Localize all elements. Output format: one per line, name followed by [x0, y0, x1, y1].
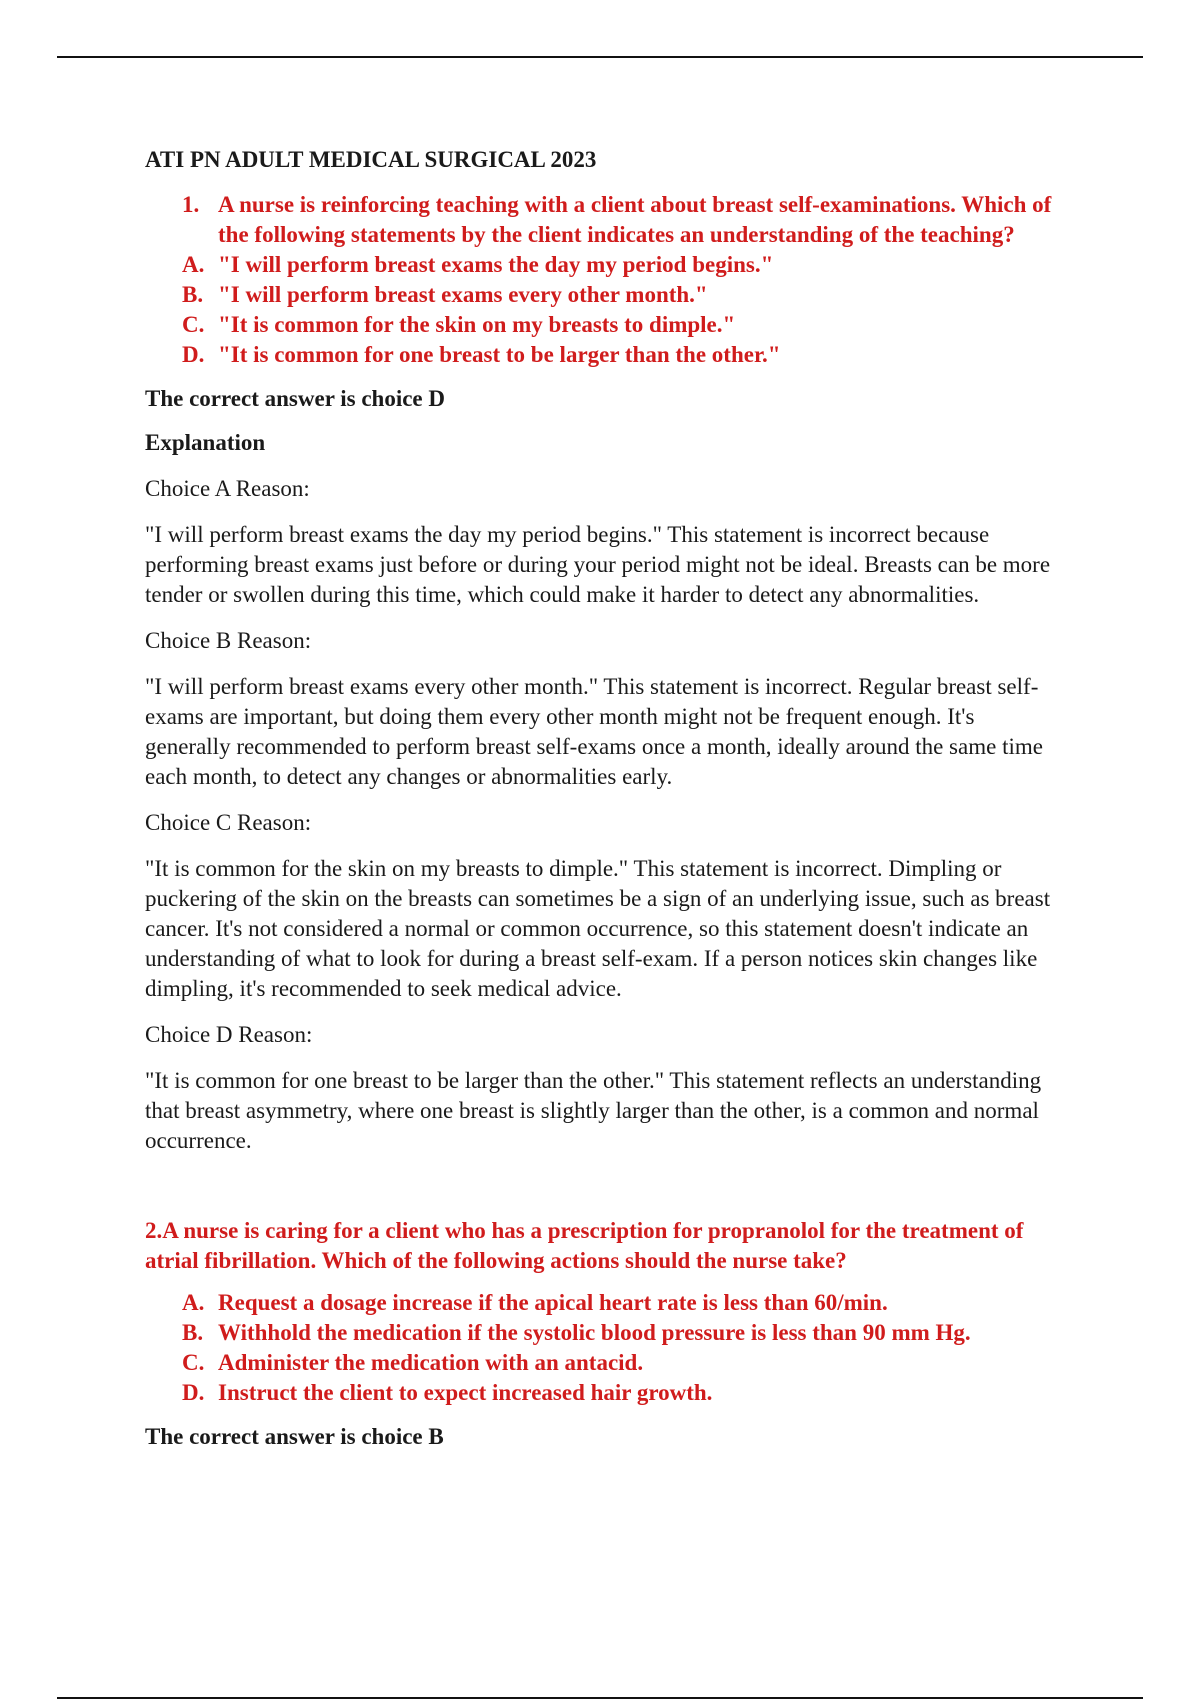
option-letter: A. — [182, 252, 205, 277]
choice-a-reason-body: "I will perform breast exams the day my period begins." This statement is incorrect because performing breast exams just before or during your period might not be ideal. Breasts can be more tender or swollen during this time, which could make it harder to detect any abnormalities. — [145, 522, 1051, 607]
top-rule — [57, 56, 1143, 58]
option-text: Request a dosage increase if the apical heart rate is less than 60/min. — [218, 1290, 888, 1315]
question-2-options — [145, 1288, 1065, 1408]
option-text: Administer the medication with an antacid. — [218, 1350, 644, 1375]
explanation-heading: Explanation — [145, 430, 266, 455]
option-text: Instruct the client to expect increased hair growth. — [218, 1380, 713, 1405]
option-text: Withhold the medication if the systolic blood pressure is less than 90 mm Hg. — [218, 1320, 971, 1345]
option-letter: B. — [182, 1320, 204, 1345]
question-1-answer: The correct answer is choice D — [145, 386, 445, 411]
question-1-number: 1. — [182, 192, 200, 217]
question-1-option-c — [145, 310, 1065, 340]
question-1 — [145, 190, 1065, 370]
question-2-option-b — [145, 1318, 1065, 1348]
option-text: "It is common for one breast to be larger than the other." — [218, 342, 781, 367]
choice-d-reason-body: "It is common for one breast to be larger than the other." This statement reflects an understanding that breast asymmetry, where one breast is slightly larger than the other, is a common and normal occurrence. — [145, 1068, 1042, 1153]
option-letter: D. — [182, 1380, 205, 1405]
question-1-stem: A nurse is reinforcing teaching with a client about breast self-examinations. Which of the following statements by the client indicates an understanding of the teaching? — [218, 192, 1052, 247]
option-letter: C. — [182, 312, 205, 337]
option-text: "It is common for the skin on my breasts to dimple." — [218, 312, 736, 337]
choice-c-reason-body: "It is common for the skin on my breasts to dimple." This statement is incorrect. Dimpling or puckering of the skin on the breasts can sometimes be a sign of an underlying issue, such as breast cancer. It's not considered a normal or common occurrence, so this statement doesn't indicate an understanding of what to look for during a breast self-exam. If a person notices skin changes like dimpling, it's recommended to seek medical advice. — [145, 856, 1051, 1001]
choice-a-reason-heading: Choice A Reason: — [145, 476, 310, 501]
option-text: "I will perform breast exams the day my period begins." — [218, 252, 774, 277]
choice-c-reason-heading: Choice C Reason: — [145, 810, 312, 835]
option-letter: C. — [182, 1350, 205, 1375]
option-letter: B. — [182, 282, 204, 307]
option-letter: D. — [182, 342, 205, 367]
question-2-answer: The correct answer is choice B — [145, 1424, 444, 1449]
question-1-option-b — [145, 280, 1065, 310]
document-page — [145, 145, 1065, 1452]
option-letter: A. — [182, 1290, 205, 1315]
question-2-option-d — [145, 1378, 1065, 1408]
choice-d-reason-heading: Choice D Reason: — [145, 1022, 313, 1047]
choice-b-reason-body: "I will perform breast exams every other month." This statement is incorrect. Regular breast self-exams are important, but doing them every other month might not be frequent enough. It's generally recommended to perform breast self-exams once a month, ideally around the same time each month, to detect any changes or abnormalities early. — [145, 674, 1043, 789]
option-text: "I will perform breast exams every other month." — [218, 282, 708, 307]
question-2-option-c — [145, 1348, 1065, 1378]
question-1-option-a — [145, 250, 1065, 280]
question-2-option-a — [145, 1288, 1065, 1318]
question-2-stem: 2.A nurse is caring for a client who has a prescription for propranolol for the treatment of atrial fibrillation. Which of the following actions should the nurse take? — [145, 1218, 1024, 1273]
bottom-rule — [57, 1697, 1143, 1699]
document-title: ATI PN ADULT MEDICAL SURGICAL 2023 — [145, 147, 597, 172]
choice-b-reason-heading: Choice B Reason: — [145, 628, 312, 653]
question-1-stem-row — [145, 190, 1065, 250]
question-1-option-d — [145, 340, 1065, 370]
